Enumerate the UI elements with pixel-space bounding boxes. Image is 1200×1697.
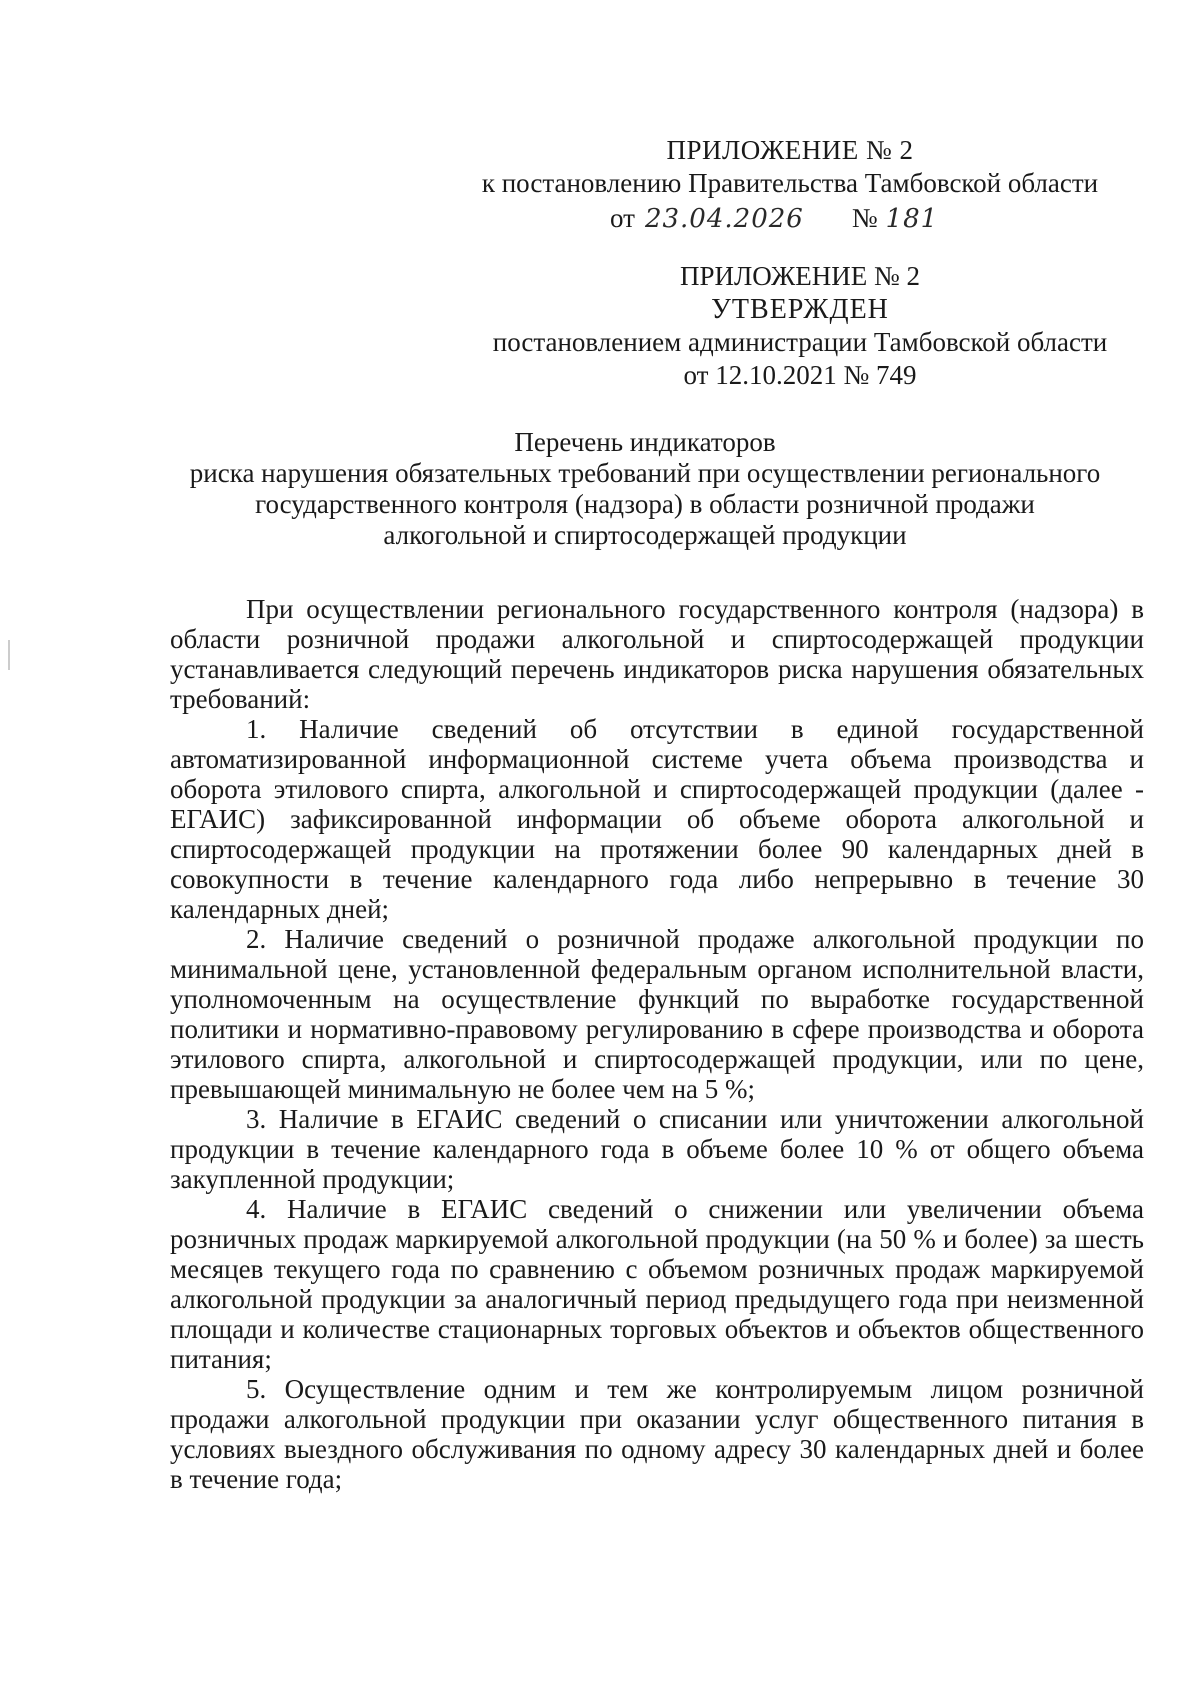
list-item: 1. Наличие сведений об отсутствии в единой государственной автоматизированной информационной системе учета объема производства и оборота этилового спирта, алкогольной и спиртосодержащей продукции (далее - ЕГАИС) зафиксированной информации об объеме оборота алкогольной и спиртосодержащей продукции на протяжении более 90 календарных дней в совокупности в течение календарного года либо непрерывно в течение 30 календарных дней; — [170, 714, 1144, 924]
list-title-line: Перечень индикаторов — [514, 427, 776, 457]
list-item: 5. Осуществление одним и тем же контролируемым лицом розничной продажи алкогольной продукции при оказании услуг общественного питания в условиях выездного обслуживания по одному адресу 30 календарных дней и более в течение года; — [170, 1374, 1144, 1494]
date-prefix: от — [610, 203, 635, 233]
list-item: 2. Наличие сведений о розничной продаже алкогольной продукции по минимальной цене, установленной федеральным органом исполнительной власти, уполномоченным на осуществление функций по выработке государственной политики и нормативно-правовому регулированию в сфере производства и оборота этилового спирта, алкогольной и спиртосодержащей продукции, или по цене, превышающей минимальную не более чем на 5 %; — [170, 924, 1144, 1104]
approved-by-resolution: постановлением администрации Тамбовской области — [492, 327, 1108, 357]
appendix-original-title: ПРИЛОЖЕНИЕ № 2 — [679, 261, 921, 291]
appendix-current-date-line — [460, 202, 1120, 236]
scan-margin-mark — [8, 640, 10, 670]
appendix-current-title: ПРИЛОЖЕНИЕ № 2 — [666, 135, 914, 165]
handwritten-number: 181 — [885, 204, 939, 234]
approved-date-number: от 12.10.2021 № 749 — [683, 360, 917, 390]
approved-label: УТВЕРЖДЕН — [711, 294, 889, 325]
list-item: 3. Наличие в ЕГАИС сведений о списании или уничтожении алкогольной продукции в течение календарного года в объеме более 10 % от общего объема закупленной продукции; — [170, 1104, 1144, 1194]
list-title-line: государственного контроля (надзора) в области розничной продажи — [255, 489, 1035, 519]
appendix-original-header — [470, 260, 1130, 392]
list-item: 4. Наличие в ЕГАИС сведений о снижении или увеличении объема розничных продаж маркируемой алкогольной продукции (на 50 % и более) за шесть месяцев текущего года по сравнению с объемом розничных продаж маркируемой алкогольной продукции за аналогичный период предыдущего года при неизменной площади и количестве стационарных торговых объектов и объектов общественного питания; — [170, 1194, 1144, 1374]
appendix-current-header — [460, 134, 1120, 236]
handwritten-date: 23.04.2026 — [644, 204, 804, 234]
appendix-current-resolution: к постановлению Правительства Тамбовской области — [481, 168, 1099, 198]
list-title-line: риска нарушения обязательных требований при осуществлении регионального — [189, 458, 1101, 488]
list-title — [150, 427, 1140, 551]
list-title-line: алкогольной и спиртосодержащей продукции — [383, 520, 907, 550]
document-body — [170, 594, 1144, 1494]
intro-paragraph: При осуществлении регионального государственного контроля (надзора) в области розничной продажи алкогольной и спиртосодержащей продукции устанавливается следующий перечень индикаторов риска нарушения обязательных требований: — [170, 594, 1144, 714]
number-prefix: № — [851, 203, 878, 233]
